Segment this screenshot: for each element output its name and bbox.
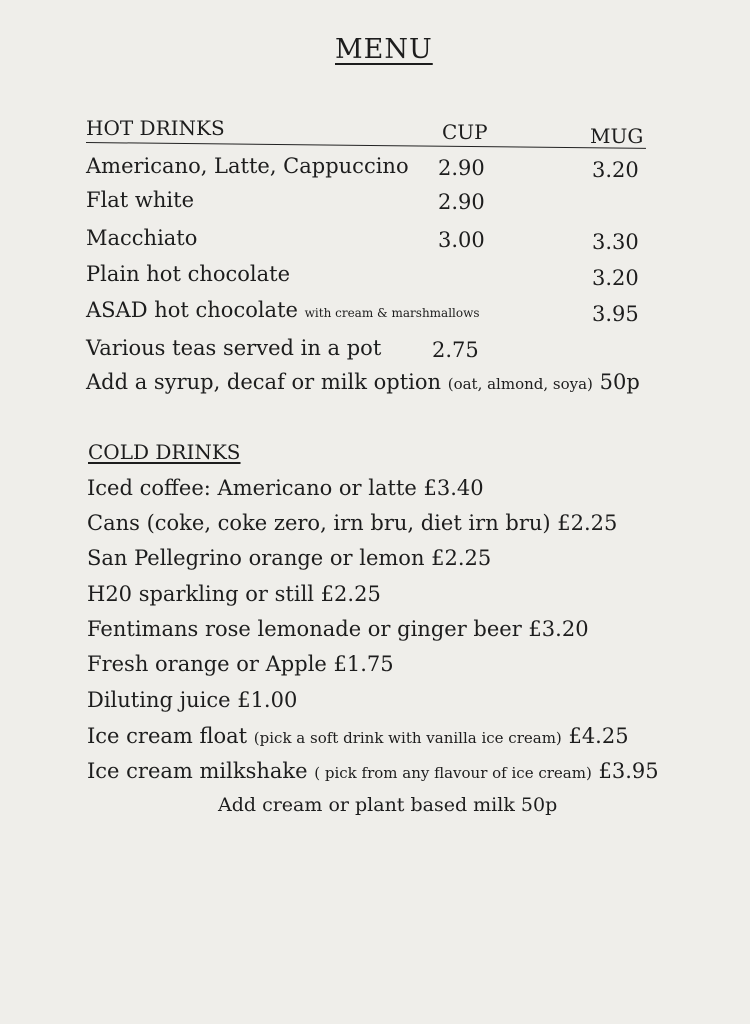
tea-item (86, 336, 686, 366)
hot-item-cup-price: 2.90 (438, 156, 485, 180)
page-title: MENU (335, 34, 433, 65)
hot-item (86, 154, 686, 184)
hot-item-mug-price: 3.20 (592, 158, 639, 182)
cold-item-text: Ice cream float (87, 724, 248, 748)
cup-column-label: CUP (442, 120, 488, 144)
cold-item-detail: (pick a soft drink with vanilla ice cream) (253, 729, 562, 747)
hot-item-note: with cream & marshmallows (304, 306, 480, 320)
hot-item-name: Plain hot chocolate (86, 262, 291, 286)
cold-item-text: Diluting juice £1.00 (87, 688, 298, 712)
hot-item (86, 262, 686, 292)
cold-item (87, 724, 629, 748)
cold-item (87, 511, 617, 535)
cold-item-price: £3.95 (598, 759, 659, 783)
hot-item (86, 298, 686, 328)
cold-item-text: Fresh orange or Apple £1.75 (87, 652, 394, 676)
hot-extra-note: (oat, almond, soya) (447, 375, 593, 393)
cold-drinks-heading: COLD DRINKS (88, 440, 241, 464)
mug-column-label: MUG (590, 124, 644, 148)
hot-extra (86, 370, 686, 400)
hot-extra-price: 50p (599, 370, 640, 394)
cold-item-price: £4.25 (568, 724, 629, 748)
cold-item-text: San Pellegrino orange or lemon £2.25 (87, 546, 492, 570)
tea-name: Various teas served in a pot (86, 336, 382, 360)
hot-item-cup-price: 2.90 (438, 190, 485, 214)
hot-extra-text: Add a syrup, decaf or milk option (86, 370, 442, 394)
cold-item-text: Ice cream milkshake (87, 759, 308, 783)
hot-item-mug-price: 3.95 (592, 302, 639, 326)
hot-item (86, 226, 686, 256)
cold-item-text: H20 sparkling or still £2.25 (87, 582, 381, 606)
tea-price: 2.75 (432, 338, 479, 362)
hot-item-name-with-note (86, 298, 480, 322)
cold-item (87, 476, 484, 500)
cold-item (87, 688, 297, 712)
hot-item-name: Flat white (86, 188, 195, 212)
hot-item-mug-price: 3.30 (592, 230, 639, 254)
cold-item-text: Fentimans rose lemonade or ginger beer £3.20 (87, 617, 589, 641)
hot-item-cup-price: 3.00 (438, 228, 485, 252)
hot-extra-line (86, 370, 640, 394)
cold-item (87, 546, 491, 570)
cold-item-detail: ( pick from any flavour of ice cream) (314, 764, 592, 782)
hot-item-name: Macchiato (86, 226, 198, 250)
cold-drinks-note: Add cream or plant based milk 50p (218, 794, 558, 816)
hot-item-name: ASAD hot chocolate (86, 298, 298, 322)
cold-item (87, 652, 394, 676)
hot-item-mug-price: 3.20 (592, 266, 639, 290)
cold-item (87, 759, 659, 783)
cold-item (87, 617, 589, 641)
hot-item-name: Americano, Latte, Cappuccino (86, 154, 409, 178)
cold-item (87, 582, 381, 606)
cold-item-text: Cans (coke, coke zero, irn bru, diet irn bru) £2.25 (87, 511, 618, 535)
hot-item (86, 188, 686, 218)
cold-item-text: Iced coffee: Americano or latte £3.40 (87, 476, 484, 500)
hot-drinks-heading: HOT DRINKS (86, 116, 225, 140)
